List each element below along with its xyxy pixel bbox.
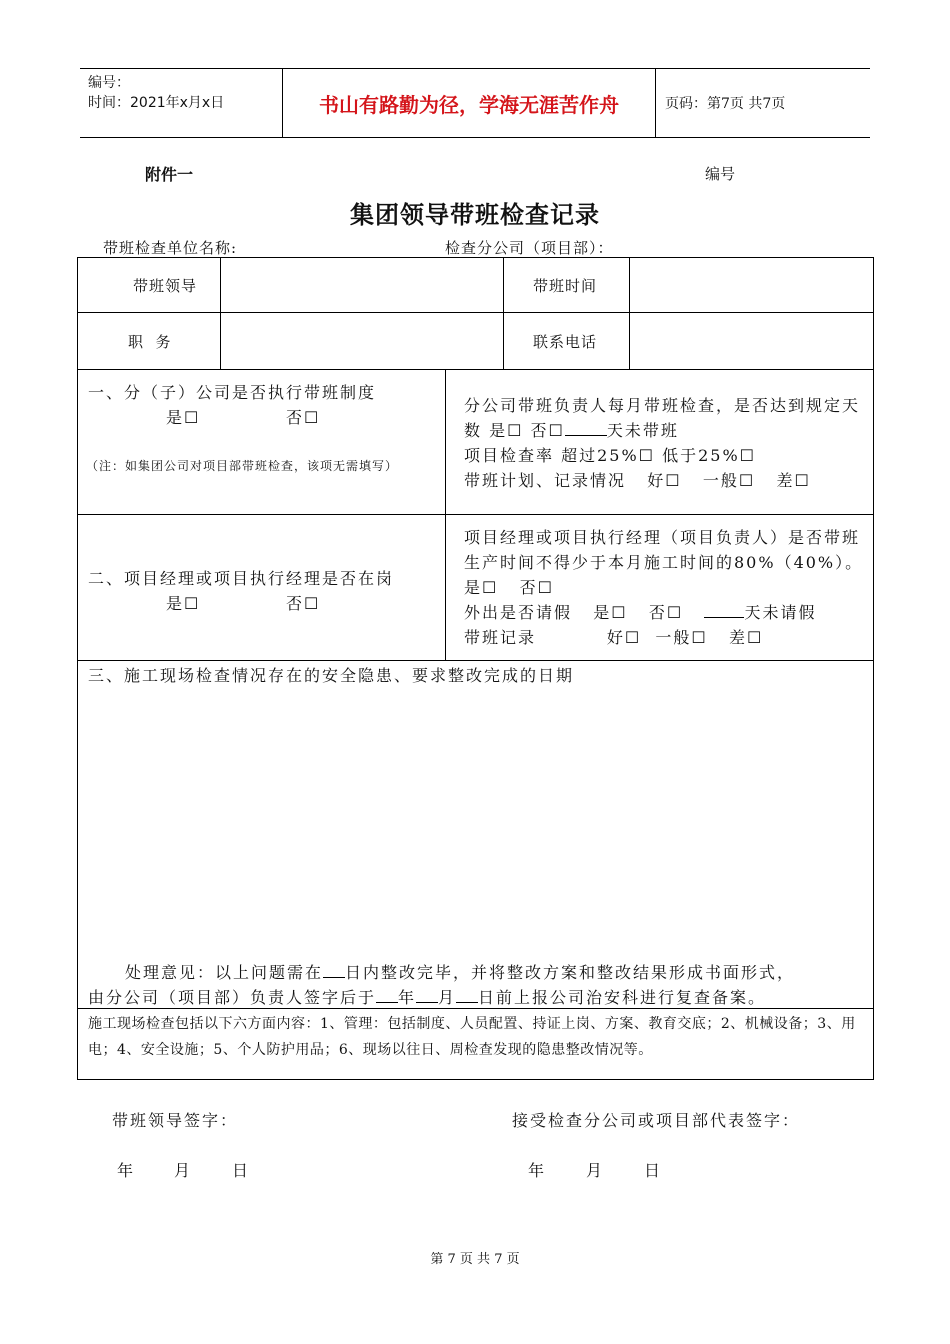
section1-question: 一、分（子）公司是否执行带班制度 (88, 383, 377, 402)
page-footer: 第 7 页 共 7 页 (430, 1252, 520, 1267)
unit-label: 带班检查单位名称: (103, 239, 238, 257)
section2-no-checkbox[interactable]: 否☐ (286, 594, 321, 613)
document-header (80, 68, 870, 138)
section1-yes-checkbox[interactable]: 是☐ (166, 408, 201, 427)
inspection-form (77, 257, 885, 1080)
time-field[interactable] (632, 260, 870, 310)
header-meta (80, 69, 280, 137)
attachment-label: 附件一 (145, 165, 194, 184)
position-field[interactable] (223, 315, 501, 367)
section2-right-line3: 带班记录 好☐ 一般☐ 差☐ (464, 628, 764, 647)
receiver-date-year: 年 (528, 1161, 547, 1180)
branch-label: 检查分公司（项目部）： (445, 239, 614, 257)
section1-no-checkbox[interactable]: 否☐ (286, 408, 321, 427)
section2-right-line1: 项目经理或项目执行经理（项目负责人）是否带班生产时间不得少于本月施工时间的80%（40%）。 是☐ 否☐ (464, 528, 885, 597)
time-label: 带班时间 (533, 277, 598, 295)
phone-field[interactable] (632, 315, 870, 367)
section3-title: 三、施工现场检查情况存在的安全隐患、要求整改完成的日期 (88, 666, 575, 685)
receiver-signature-label: 接受检查分公司或项目部代表签字： (512, 1111, 801, 1130)
phone-label: 联系电话 (533, 333, 598, 351)
serial-label: 编号 (705, 165, 736, 183)
bottom-note: 施工现场检查包括以下六方面内容：1、管理：包括制度、人员配置、持证上岗、方案、教育交底；2、机械设备；3、用电；4、安全设施；5、个人防护用品；6、现场以往日、周检查发现的隐患整改情况等。 (88, 1016, 856, 1058)
leader-field[interactable] (223, 260, 501, 310)
section3-hazard-field[interactable] (82, 698, 869, 953)
leader-signature-label: 带班领导签字： (112, 1111, 239, 1130)
date-label: 时间：2021年x月x日 (88, 95, 225, 111)
page-title: 集团领导带班检查记录 (350, 201, 600, 229)
section3-opinion-line2: 由分公司（项目部）负责人签字后于 年 月 日前上报公司治安科进行复查备案。 (88, 988, 767, 1007)
section1-right-line3: 带班计划、记录情况 好☐ 一般☐ 差☐ (464, 471, 811, 490)
section2-question: 二、项目经理或项目执行经理是否在岗 (88, 569, 395, 588)
section2-right-line2: 外出是否请假 是☐ 否☐ 天未请假 (464, 603, 817, 622)
section2-yes-checkbox[interactable]: 是☐ (166, 594, 201, 613)
page-info: 页码：第7页 共7页 (665, 96, 786, 112)
section1-note: （注：如集团公司对项目部带班检查，该项无需填写） (86, 459, 399, 473)
motto: 书山有路勤为径，学海无涯苦作舟 (282, 69, 656, 137)
leader-date-day: 日 (232, 1161, 251, 1180)
section1-right-line2: 项目检查率 超过25%☐ 低于25%☐ (464, 446, 756, 465)
leader-label: 带班领导 (133, 277, 198, 295)
section1-right-line1: 分公司带班负责人每月带班检查，是否达到规定天数 是☐ 否☐ 天未带班 (464, 396, 861, 440)
receiver-date-day: 日 (644, 1161, 663, 1180)
section3-opinion-line1: 处理意见：以上问题需在 日内整改完毕，并将整改方案和整改结果形成书面形式， (125, 963, 796, 982)
leader-date-year: 年 (117, 1161, 136, 1180)
leader-date-month: 月 (174, 1161, 193, 1180)
position-label: 职 务 (128, 333, 172, 351)
number-label: 编号： (88, 75, 130, 91)
receiver-date-month: 月 (586, 1161, 605, 1180)
